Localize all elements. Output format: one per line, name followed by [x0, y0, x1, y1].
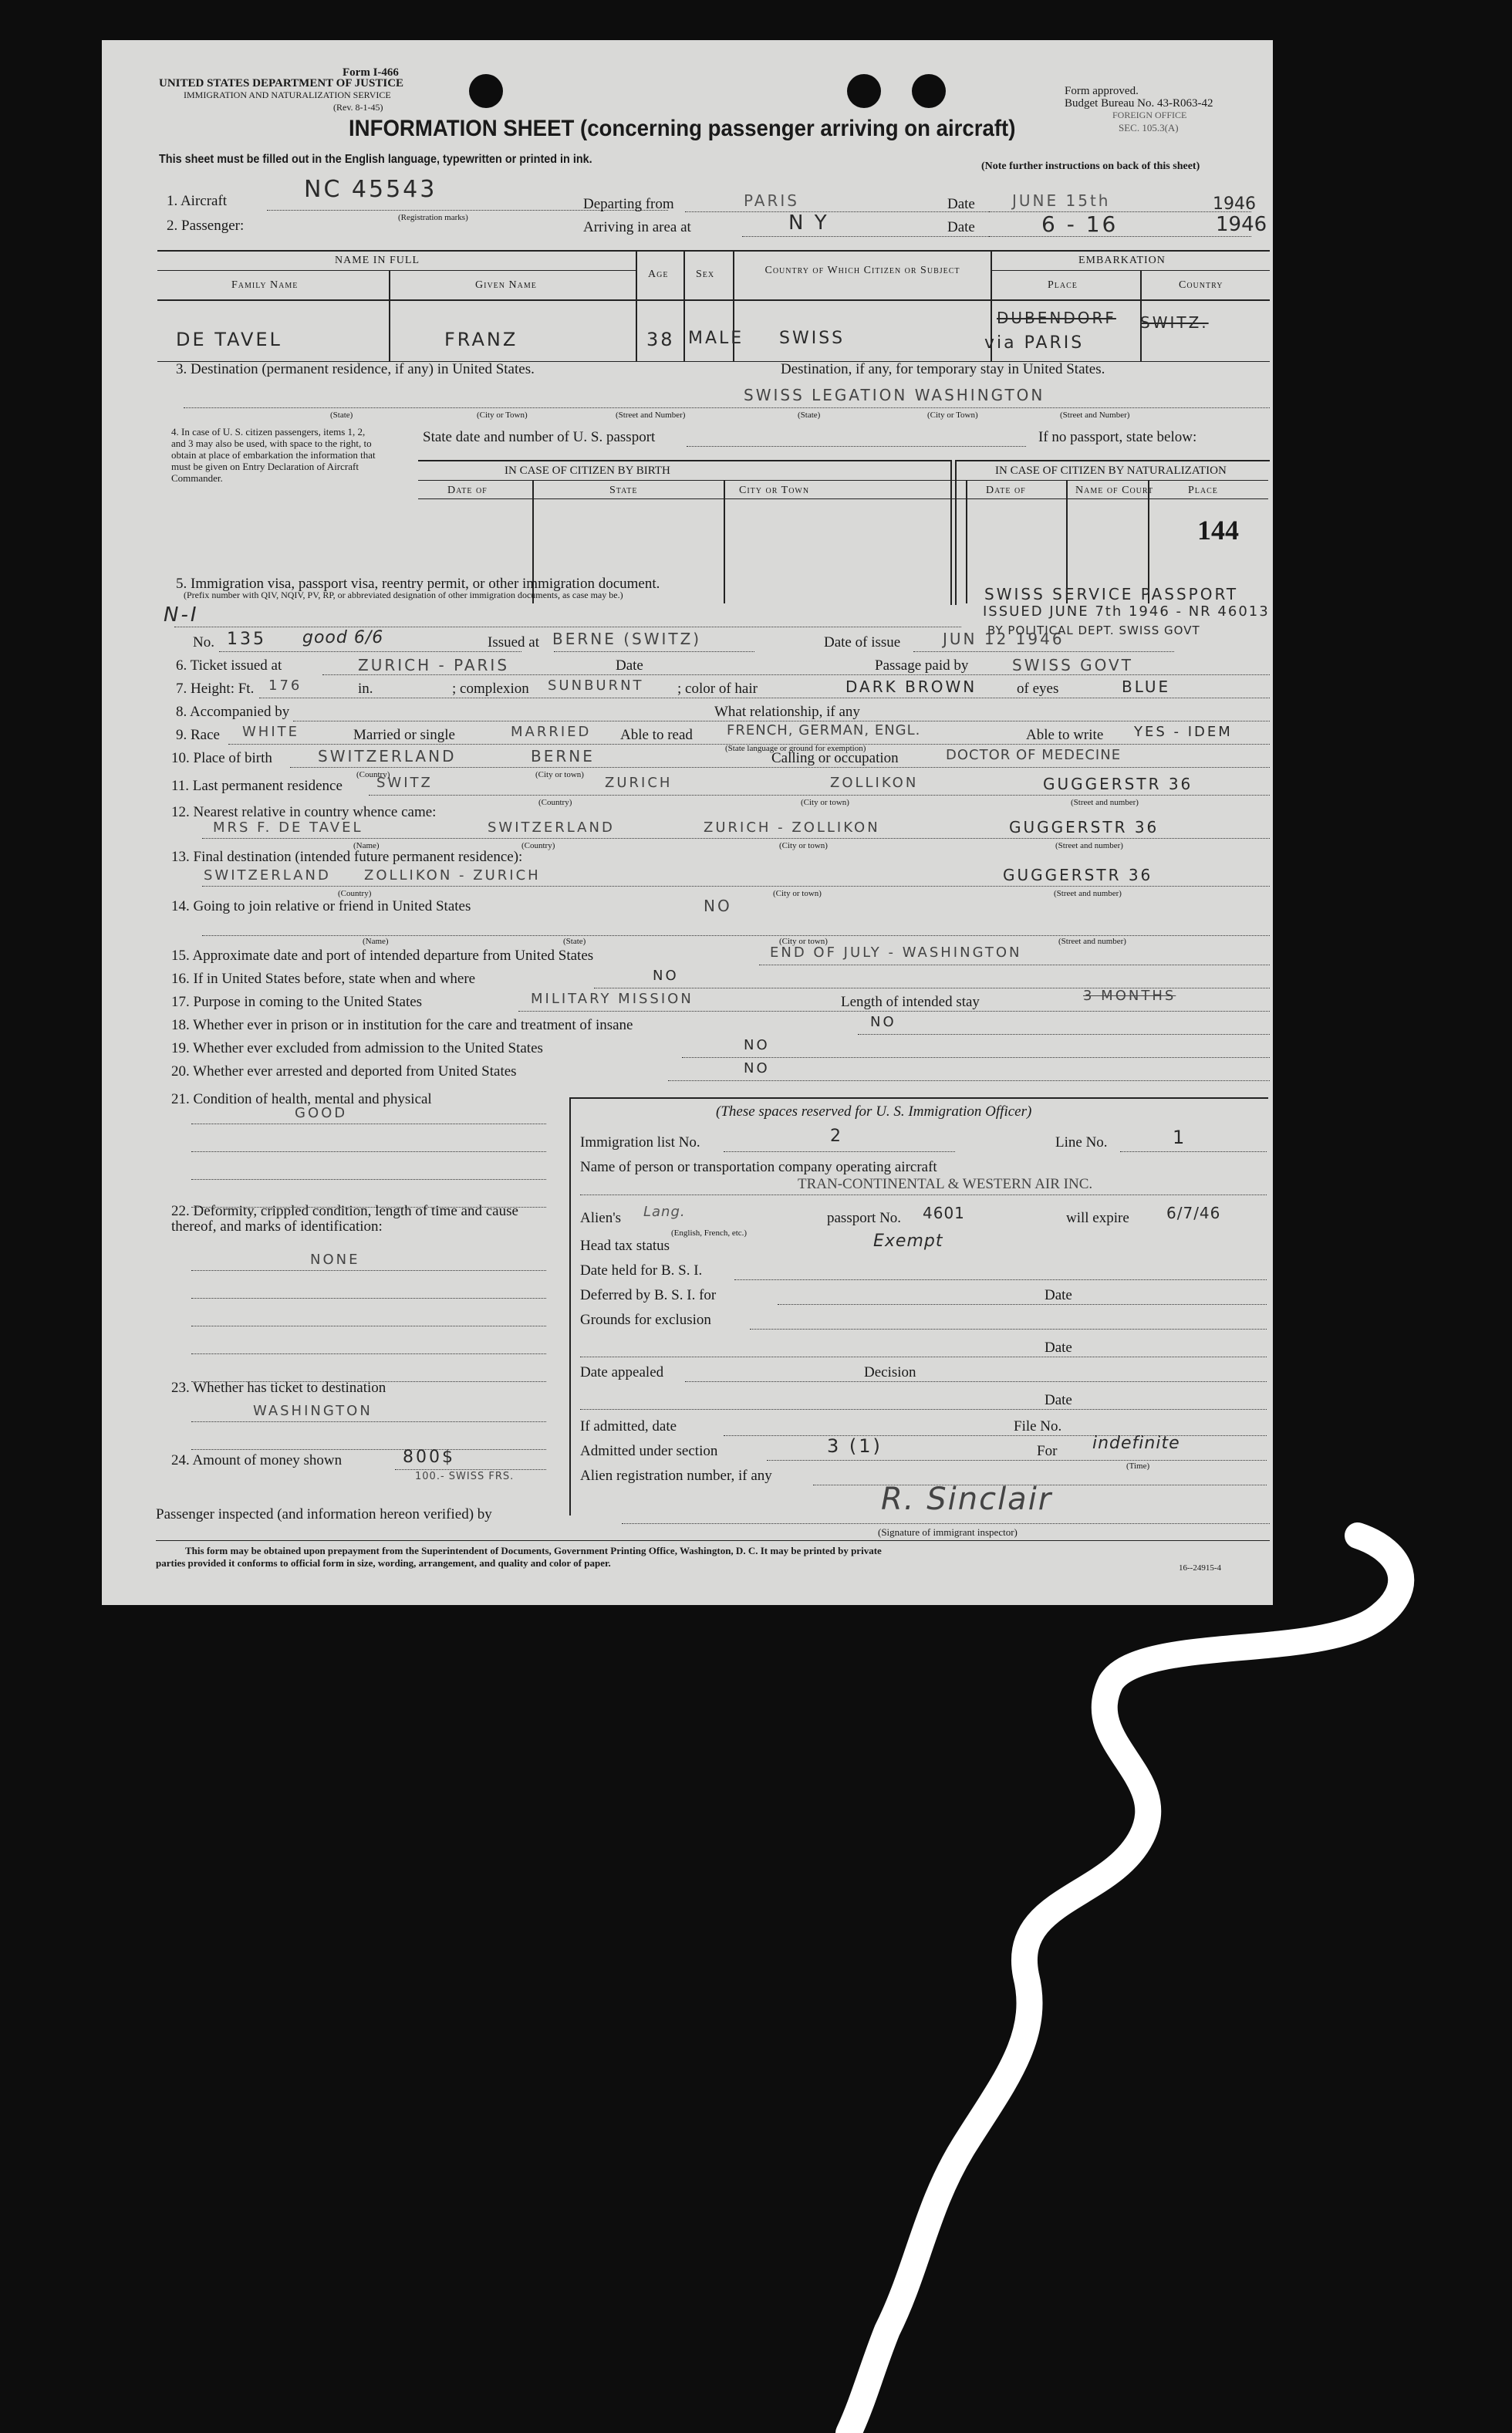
age-header: Age	[648, 269, 669, 280]
race-value: WHITE	[242, 724, 300, 740]
instruction-right: (Note further instructions on back of this sheet)	[981, 161, 1200, 172]
row-place: via PARIS	[984, 333, 1085, 353]
passenger-label: 2. Passenger:	[167, 218, 245, 234]
head-tax-value: Exempt	[873, 1232, 943, 1251]
section-value: 3 (1)	[827, 1435, 883, 1457]
instruction-left: This sheet must be filled out in the English language, typewritten or printed in ink.	[159, 153, 592, 166]
dep-year: 1946	[1213, 194, 1256, 214]
name-in-full-header: NAME IN FULL	[335, 255, 420, 266]
revision: (Rev. 8-1-45)	[333, 102, 383, 113]
residence-country: SWITZ	[376, 775, 433, 791]
dep-date-value: JUNE 15th	[1012, 191, 1111, 210]
birth-header: IN CASE OF CITIZEN BY BIRTH	[505, 465, 670, 477]
visa-note-1: SWISS SERVICE PASSPORT	[984, 585, 1239, 603]
visa-sub: (Prefix number with QIV, NQIV, PV, RP, or abbreviated designation of other immigration documents, as case may be.)	[184, 590, 623, 600]
row-sex: MALE	[688, 329, 744, 348]
citizen-header: Country of Which Citizen or Subject	[764, 265, 960, 276]
visa-no-note: good 6/6	[302, 628, 384, 647]
eyes-value: BLUE	[1122, 678, 1171, 696]
arr-date-value: 6 - 16	[1041, 211, 1119, 237]
deformity-value: NONE	[310, 1252, 360, 1268]
aliens-value: Lang.	[643, 1204, 686, 1220]
purpose-value: MILITARY MISSION	[531, 991, 694, 1007]
nat-header: IN CASE OF CITIZEN BY NATURALIZATION	[995, 465, 1227, 477]
print-note-1: This form may be obtained upon prepayment from the Superintendent of Documents, Government Printing Office, Washington, D. C. It may be printed by private	[185, 1545, 882, 1556]
relative-street: GUGGERSTR 36	[1009, 818, 1159, 836]
officer-heading: (These spaces reserved for U. S. Immigration Officer)	[716, 1103, 1032, 1120]
write-value: YES - IDEM	[1134, 724, 1233, 740]
destination-label: 3. Destination (permanent residence, if any) in United States.	[176, 361, 535, 377]
no-passport-label: If no passport, state below:	[1038, 429, 1197, 445]
row-country: SWITZ.	[1140, 313, 1209, 332]
final-street: GUGGERSTR 36	[1003, 866, 1153, 884]
officer-passport-value: 4601	[923, 1204, 965, 1222]
form-approved: Form approved.	[1065, 85, 1139, 97]
departure-value: END OF JULY - WASHINGTON	[770, 944, 1022, 961]
row-place-struck: DUBENDORF	[997, 309, 1116, 327]
print-note-2: parties provided it conforms to official form in size, wording, arrangement, and quality and color of paper.	[156, 1557, 611, 1569]
residence-city: ZURICH	[605, 775, 673, 791]
stay-value: 3 MONTHS	[1083, 988, 1176, 1004]
final-country: SWITZERLAND	[204, 867, 331, 884]
row-family-name: DE TAVEL	[176, 329, 282, 350]
ticket-destination-value: WASHINGTON	[253, 1403, 373, 1419]
expire-value: 6/7/46	[1166, 1204, 1221, 1222]
departing-value: PARIS	[744, 191, 799, 210]
birth-country-value: SWITZERLAND	[318, 747, 457, 765]
visa-note-3: BY POLITICAL DEPT. SWISS GOVT	[987, 623, 1200, 637]
visa-note-2: ISSUED JUNE 7th 1946 - NR 46013	[983, 603, 1270, 620]
sex-header: Sex	[696, 269, 715, 280]
married-value: MARRIED	[511, 724, 592, 740]
ticket-label: 6. Ticket issued at	[176, 657, 282, 674]
reg-marks-sub: (Registration marks)	[398, 213, 468, 222]
excluded-value: NO	[744, 1037, 770, 1053]
arr-date-label: Date	[947, 219, 975, 235]
aircraft-value: NC 45543	[304, 176, 437, 203]
arr-year: 1946	[1216, 213, 1267, 236]
calling-value: DOCTOR OF MEDECINE	[946, 747, 1122, 763]
aircraft-label: 1. Aircraft	[167, 193, 228, 209]
dep-date-label: Date	[947, 196, 975, 212]
complexion-value: SUNBURNT	[548, 678, 644, 694]
row-citizen: SWISS	[779, 329, 845, 348]
row-given-name: FRANZ	[444, 329, 518, 350]
place-stamp: 144	[1197, 515, 1239, 546]
relative-country: SWITZERLAND	[488, 819, 615, 836]
final-city: ZOLLIKON - ZURICH	[364, 867, 541, 884]
family-name-header: Family Name	[231, 279, 299, 291]
issued-at-value: BERNE (SWITZ)	[552, 630, 702, 648]
print-code: 16--24915-4	[1179, 1563, 1221, 1573]
form-title: INFORMATION SHEET (concerning passenger arriving on aircraft)	[349, 116, 1016, 141]
read-value: FRENCH, GERMAN, ENGL.	[727, 722, 921, 738]
height-value: 176	[268, 678, 302, 694]
visa-margin-note: N-I	[164, 603, 199, 627]
citizen-note: 4. In case of U. S. citizen passengers, items 1, 2, and 3 may also be used, with space to the right, to obtain at place of embarkation the information that must be given on Entry Declaration of Aircraft Commander.	[171, 426, 376, 484]
issued-at-label: Issued at	[488, 634, 540, 650]
health-value: GOOD	[295, 1105, 348, 1121]
inspector-signature: R. Sinclair	[881, 1482, 1053, 1517]
line-no-value: 1	[1173, 1127, 1187, 1148]
deported-value: NO	[744, 1060, 770, 1076]
arriving-label: Arriving in area at	[583, 219, 691, 235]
inspected-label: Passenger inspected (and information hereon verified) by	[156, 1506, 492, 1522]
place-header: Place	[1048, 279, 1078, 291]
form-number: Form I-466	[343, 66, 399, 79]
row-age: 38	[646, 329, 675, 350]
residence-town: ZOLLIKON	[830, 775, 919, 791]
departing-label: Departing from	[583, 196, 674, 212]
passage-paid-value: SWISS GOVT	[1012, 656, 1133, 674]
given-name-header: Given Name	[475, 279, 537, 291]
agency-line-1: UNITED STATES DEPARTMENT OF JUSTICE	[159, 77, 404, 90]
visa-no-label: No.	[193, 634, 214, 650]
relative-city: ZURICH - ZOLLIKON	[704, 819, 880, 836]
list-no-value: 2	[830, 1127, 843, 1146]
visa-no-value: 135	[227, 630, 266, 649]
ticket-value: ZURICH - PARIS	[358, 656, 510, 674]
stamp-line-2: SEC. 105.3(A)	[1119, 122, 1179, 133]
agency-line-2: IMMIGRATION AND NATURALIZATION SERVICE	[184, 90, 391, 100]
company-value: TRAN-CONTINENTAL & WESTERN AIR INC.	[798, 1176, 1093, 1192]
temp-destination-label: Destination, if any, for temporary stay in United States.	[781, 361, 1105, 377]
form-sheet: Form I-466 UNITED STATES DEPARTMENT OF JUSTICE IMMIGRATION AND NATURALIZATION SERVICE (Rev. 8-1-45) Form approved. Budget Bureau No. 43-R063-42 FOREIGN OFFICE SEC. 105.3(A) INFORMATION SHEET (concerning passenger arriving on aircraft) This sheet must be filled out in the English language, typewritten or printed in ink. (Note further instructions on back of this sheet) 1. Aircraft NC 45543 (Registration marks) 2. Passenger: Departing from PARIS Arriving in area at N Y Date JUNE 15th 1946 Date 6 - 16 1946 NAME IN FULL Family Name Given Name Age Sex Country of Which Citizen or Subject EMBARKATION Place Country DE TAVEL FRANZ 38 MALE SWISS DUBENDORF via PARIS SWITZ. 3. Destination (permanent residence, if any) in United States. Destination, if any, for temporary stay in United States. SWISS LEGATION WASHINGTON (State) (City or Town) (Street and Number) (State) (City or Town) (Street and Number) 4. In case of U. S. citizen passengers, items 1, 2, and 3 may also be used, with space to the right, to obtain at place of embarkation the information that must be given on Entry Declaration of Aircraft Commander. State date and number of U. S. passport If no passport, state below: IN CASE OF CITIZEN BY BIRTH IN CASE OF CITIZEN BY NATURALIZATION Date of State City or Town Date of Name of Court Place 144 5. Immigration visa, passport visa, reentry permit, or other immigration document. (Prefix number with QIV, NQIV, PV, RP, or abbreviated designation of other immigration documents, as case may be.) SWISS SERVICE PASSPORT ISSUED JUNE 7th 1946 - NR 46013 BY POLITICAL DEPT. SWISS GOVT N-I No. 135 good 6/6 Issued at BERNE (SWITZ) Date of issue JUN 12 1946 6. Ticket issued at ZURICH - PARIS Date Passage paid by SWISS GOVT 7. Height: Ft. 176 in. ; complexion SUNBURNT ; color of hair DARK BROWN of eyes BLUE 8. Accompanied by What relationship, if any 9. Race WHITE Married or single MARRIED Able to read FRENCH, GERMAN, ENGL. (State language or ground for exemption) Able to write YES - IDEM 10. Place of birth SWITZERLAND BERNE (Country) (City or town) Calling or occupation DOCTOR OF MEDECINE 11. Last permanent residence SWITZ ZURICH ZOLLIKON GUGGERSTR 36 (Country) (City or town) (Street and number) 12. Nearest relative in country whence came: MRS F. DE TAVEL SWITZERLAND ZURICH - ZOLLIKON GUGGERSTR 36 (Name) (Country) (City or town) (Street and number) 13. Final destination (intended future permanent residence): SWITZERLAND ZOLLIKON - ZURICH GUGGERSTR 36 (Country) (City or town) (Street and number) 14. Going to join relative or friend in United States NO (Name) (State) (City or town) (Street and number) 15. Approximate date and port of intended departure from United States END OF JULY - WASHINGTON 16. If in United States before, state when and where NO 17. Purpose in coming to the United States MILITARY MISSION Length of intended stay 3 MONTHS 18. Whether ever in prison or in institution for the care and treatment of insane NO 19. Whether ever excluded from admission to the United States NO 20. Whether ever arrested and deported from United States NO 21. Condition of health, mental and physical GOOD 22. Deformity, crippled condition, length of time and cause thereof, and marks of identification: NONE 23. Whether has ticket to destination WASHINGTON 24. Amount of money shown 800$ 100.- SWISS FRS. (These spaces reserved for U. S. Immigration Officer) Immigration list No. 2 Line No. 1 Name of person or transportation company operating aircraft TRAN-CONTINENTAL & WESTERN AIR INC. Alien's Lang. (English, French, etc.) passport No. 4601 will expire 6/7/46 Head tax status Exempt Date held for B. S. I. Deferred by B. S. I. for Date Grounds for exclusion Date Date appealed Decision Date If admitted, date File No. Admitted under section 3 (1) For indefinite (Time) Alien registration number, if any Passenger inspected (and information hereon verified) by R. Sinclair (Signature of immigrant inspector) This form may be obtained upon prepayment from the Superintendent of Documents, Government Printing Office, Washington, D. C. It may be printed by private parties provided it conforms to official form in size, wording, arrangement, and quality and color of paper. 16--24915-4	[102, 40, 1273, 1605]
prison-value: NO	[870, 1014, 896, 1030]
join-relative-value: NO	[704, 897, 732, 915]
date-of-issue-label: Date of issue	[824, 634, 901, 650]
embarkation-header: EMBARKATION	[1078, 255, 1166, 266]
residence-street: GUGGERSTR 36	[1043, 775, 1193, 793]
temp-destination-value: SWISS LEGATION WASHINGTON	[744, 386, 1045, 404]
date-of-issue-value: JUN 12 1946	[943, 630, 1065, 648]
money-note: 100.- SWISS FRS.	[415, 1471, 515, 1482]
budget-number: Budget Bureau No. 43-R063-42	[1065, 97, 1213, 110]
for-value: indefinite	[1092, 1434, 1180, 1453]
relative-name: MRS F. DE TAVEL	[213, 819, 363, 836]
signature-sub: (Signature of immigrant inspector)	[878, 1526, 1018, 1538]
passport-label: State date and number of U. S. passport	[423, 429, 656, 445]
stamp-line-1: FOREIGN OFFICE	[1112, 110, 1187, 120]
country-header: Country	[1179, 279, 1223, 291]
arriving-value: N Y	[788, 211, 829, 235]
hair-value: DARK BROWN	[845, 678, 977, 696]
money-value: 800$	[403, 1448, 455, 1467]
visa-label: 5. Immigration visa, passport visa, reentry permit, or other immigration document.	[176, 576, 660, 592]
birth-city-value: BERNE	[531, 747, 595, 765]
before-in-us-value: NO	[653, 968, 679, 984]
